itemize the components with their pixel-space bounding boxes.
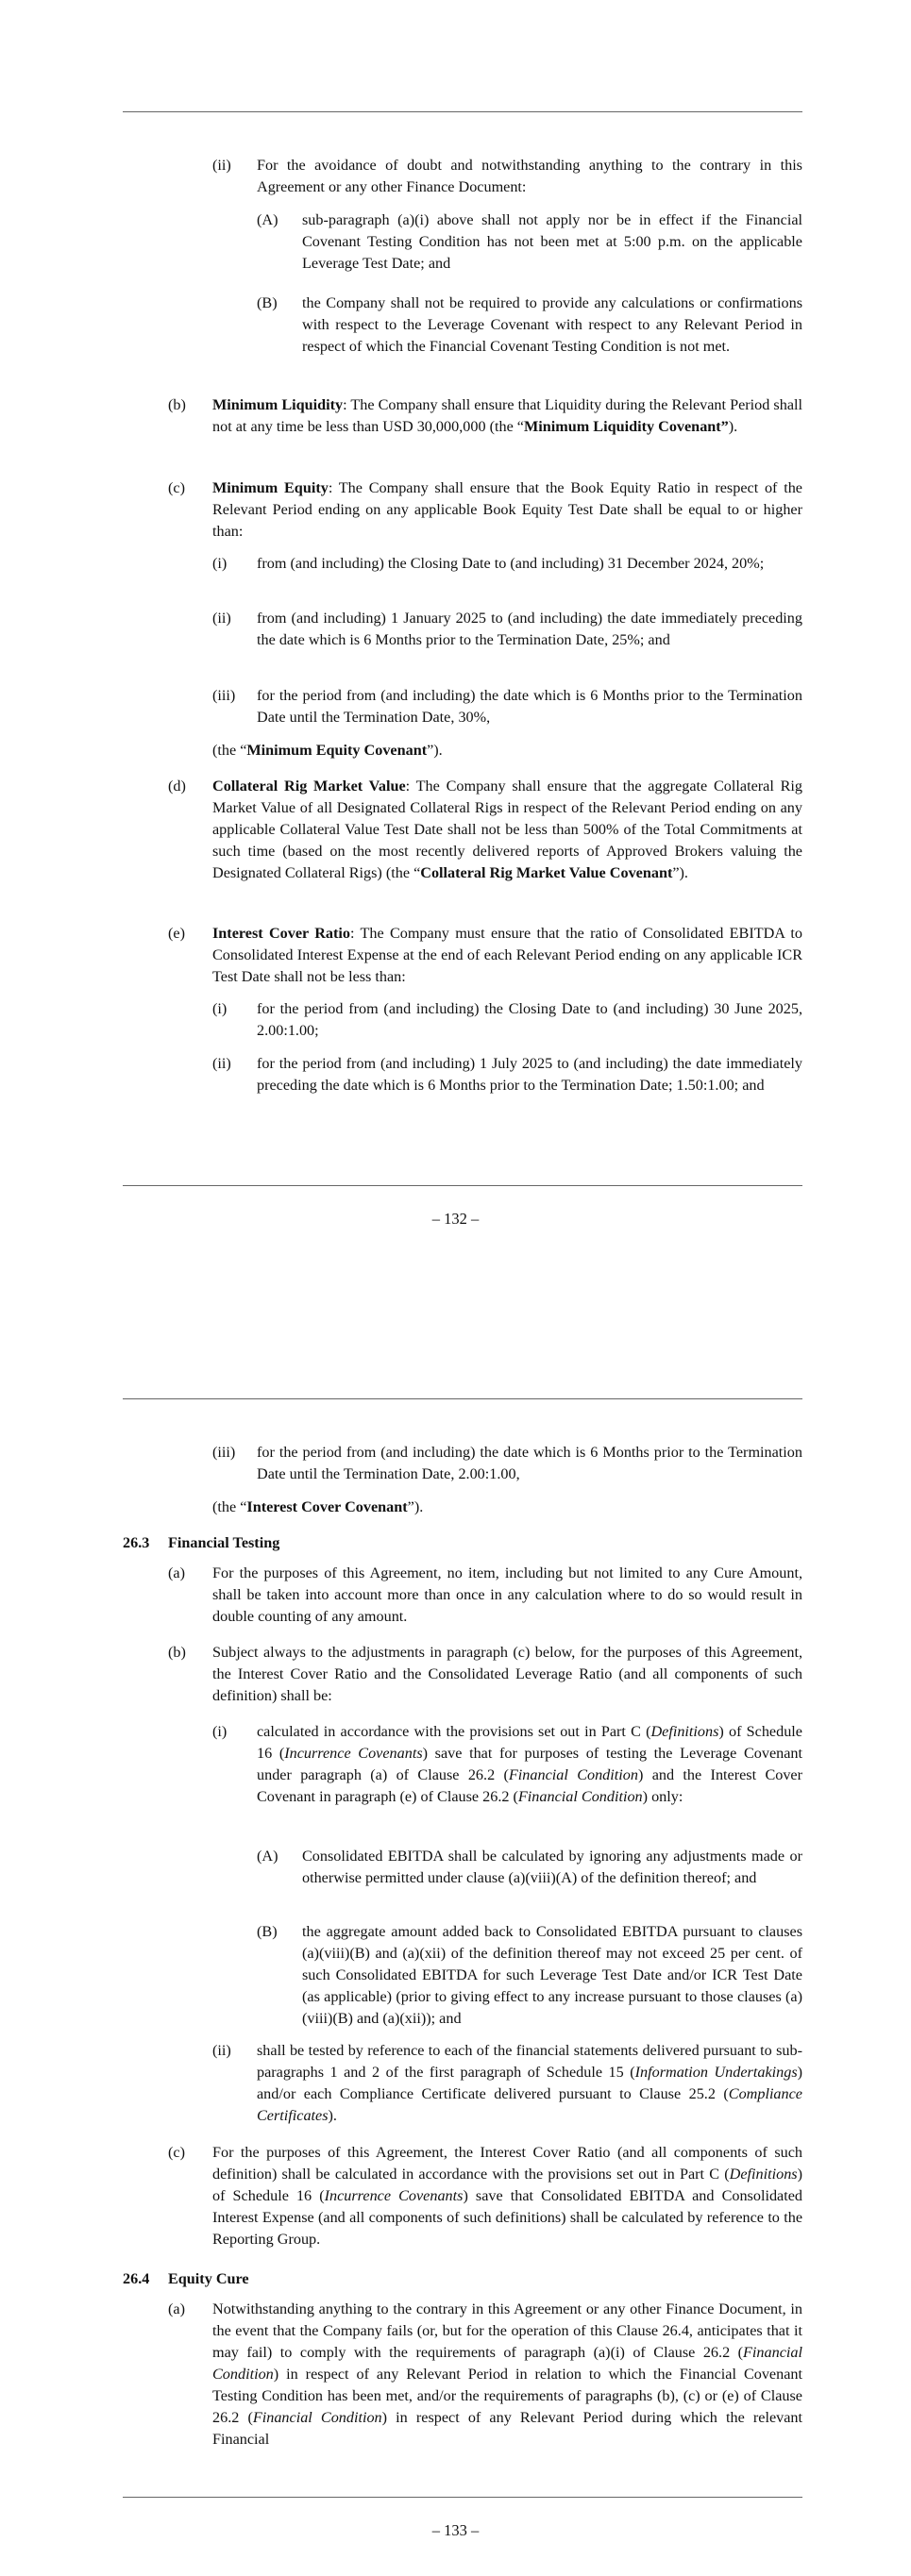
clause-263-b-text: Subject always to the adjustments in paragraph (c) below, for the purposes of this Agreement, the Interest Cover Ratio and the Consolidated Leverage Ratio (and all components of such definition) shall be:: [212, 1644, 802, 1704]
clause-b-title: Minimum Liquidity: [212, 396, 344, 413]
clause-c-text: Minimum Equity: The Company shall ensure that the Book Equity Ratio in respect of the Relevant Period ending on any applicable Book Equity Test Date shall be equal to or higher than:: [212, 479, 802, 540]
clause-c-ii-text: from (and including) 1 January 2025 to (and including) the date immediately preceding the date which is 6 Months prior to the Termination Date, 25%; and: [257, 610, 802, 648]
defined-term: Minimum Liquidity Covenant”: [524, 418, 729, 435]
clause-num: (iii): [212, 687, 236, 704]
section-number: 26.4: [123, 2270, 150, 2287]
clause-num: (B): [257, 1923, 278, 1940]
clause-263-b-i-text: calculated in accordance with the provisions set out in Part C (Definitions) of Schedule 16 (Incurrence Covenants) save that for purposes of testing the Leverage Covenant under paragraph (a) of Clause 26.2 (Financial Condition) and the Interest Cover Covenant in paragraph (e) of Clause 26.2 (Financial Condition) only:: [257, 1723, 803, 1805]
section-heading: Financial Testing: [168, 1534, 280, 1551]
clause-num: (b): [168, 396, 186, 413]
clause-num: (a): [168, 1564, 185, 1581]
clause-num: (i): [212, 1000, 228, 1017]
clause-263-a-text: For the purposes of this Agreement, no item, including but not limited to any Cure Amount, shall be taken into account more than once in any calculation where to do so would result in double counting of any amount.: [212, 1564, 802, 1625]
defined-term: Minimum Equity Covenant: [246, 742, 428, 759]
clause-a-ii-text: For the avoidance of doubt and notwithstanding anything to the contrary in this Agreement or any other Finance Document:: [257, 157, 802, 195]
clause-num: (d): [168, 778, 186, 795]
page-133: [0, 1378, 911, 2576]
bottom-rule: [123, 1185, 802, 1186]
clause-num: (A): [257, 211, 278, 228]
page-number: – 132 –: [431, 1210, 480, 1228]
clause-b-text: Minimum Liquidity: The Company shall ensure that Liquidity during the Relevant Period shall not at any time be less than USD 30,000,000 (the “Minimum Liquidity Covenant”).: [212, 396, 802, 435]
page-number: – 133 –: [431, 2521, 480, 2539]
clause-e-title: Interest Cover Ratio: [212, 925, 350, 942]
clause-c-i-text: from (and including) the Closing Date to (and including) 31 December 2024, 20%;: [257, 555, 765, 572]
defined-term: Collateral Rig Market Value Covenant: [420, 864, 673, 881]
clause-263-b-i-B-text: the aggregate amount added back to Consolidated EBITDA pursuant to clauses (a)(viii)(B) and (a)(xii) of the definition thereof may not exceed 25 per cent. of such Consolidated EBITDA for such Leverage Test Date and/or ICR Test Date (as applicable) (prior to giving effect to any increase pursuant to those clauses (a)(viii)(B) and (a)(xii)); and: [302, 1923, 802, 2027]
clause-d-text: Collateral Rig Market Value: The Company shall ensure that the aggregate Collateral Rig Market Value of all Designated Collateral Rigs in respect of the Relevant Period ending on any applicable Collateral Value Test Date shall not be less than 500% of the Total Commitments at such time (based on the most recently delivered reports of Approved Brokers valuing the Designated Collateral Rigs) (the “Collateral Rig Market Value Covenant”).: [212, 778, 802, 881]
clause-c-closing: (the “Minimum Equity Covenant”).: [212, 742, 443, 759]
clause-e-closing: (the “Interest Cover Covenant”).: [212, 1498, 424, 1515]
section-number: 26.3: [123, 1534, 150, 1551]
clause-d-title: Collateral Rig Market Value: [212, 778, 406, 795]
clause-e-iii-text: for the period from (and including) the date which is 6 Months prior to the Termination Date until the Termination Date, 2.00:1.00,: [257, 1444, 802, 1482]
clause-num: (B): [257, 294, 278, 311]
clause-num: (c): [168, 479, 185, 496]
clause-num: (ii): [212, 2042, 231, 2059]
bottom-rule: [123, 2497, 802, 2498]
clause-num: (i): [212, 1723, 228, 1740]
clause-e-text: Interest Cover Ratio: The Company must ensure that the ratio of Consolidated EBITDA to Consolidated Interest Expense at the end of each Relevant Period ending on any applicable ICR Test Date shall not be less than:: [212, 925, 802, 985]
clause-num: (b): [168, 1644, 186, 1661]
clause-263-c-text: For the purposes of this Agreement, the Interest Cover Ratio (and all components of such definition) shall be calculated in accordance with the provisions set out in Part C (Definitions) of Schedule 16 (Incurrence Covenants) save that Consolidated EBITDA and Consolidated Interest Expense (and all components of such definitions) shall be calculated by reference to the Reporting Group.: [212, 2144, 802, 2248]
clause-num: (c): [168, 2144, 185, 2161]
clause-263-b-i-A-text: Consolidated EBITDA shall be calculated by ignoring any adjustments made or otherwise permitted under clause (a)(viii)(A) of the definition thereof; and: [302, 1848, 802, 1886]
clause-num: (ii): [212, 610, 231, 627]
clause-num: (ii): [212, 157, 231, 174]
top-rule: [123, 111, 802, 112]
top-rule: [123, 1398, 802, 1399]
clause-num: (A): [257, 1848, 278, 1865]
clause-num: (i): [212, 555, 228, 572]
clause-a-ii-A-text: sub-paragraph (a)(i) above shall not apply nor be in effect if the Financial Covenant Testing Condition has not been met at 5:00 p.m. on the applicable Leverage Test Date; and: [302, 211, 802, 272]
clause-a-ii-B-text: the Company shall not be required to provide any calculations or confirmations with respect to the Leverage Covenant with respect to any Relevant Period in respect of which the Financial Covenant Testing Condition is not met.: [302, 294, 802, 355]
clause-num: (a): [168, 2300, 185, 2317]
clause-263-b-ii-text: shall be tested by reference to each of the financial statements delivered pursuant to sub-paragraphs 1 and 2 of the first paragraph of Schedule 15 (Information Undertakings) and/or each Compliance Certificate delivered pursuant to Clause 25.2 (Compliance Certificates).: [257, 2042, 803, 2124]
clause-264-a-text: Notwithstanding anything to the contrary in this Agreement or any other Finance Document, in the event that the Company fails (or, but for the operation of this Clause 26.4, anticipates that it may fail) to comply with the requirements of paragraph (a)(i) of Clause 26.2 (Financial Condition) in respect of any Relevant Period in relation to which the Financial Covenant Testing Condition has been met, and/or the requirements of paragraphs (b), (c) or (e) of Clause 26.2 (Financial Condition) in respect of any Relevant Period during which the relevant Financial: [212, 2300, 802, 2448]
clause-e-i-text: for the period from (and including) the Closing Date to (and including) 30 June 2025, 2.00:1.00;: [257, 1000, 802, 1039]
defined-term: Interest Cover Covenant: [246, 1498, 408, 1515]
clause-num: (e): [168, 925, 185, 942]
clause-num: (ii): [212, 1055, 231, 1072]
clause-num: (iii): [212, 1444, 236, 1461]
clause-c-iii-text: for the period from (and including) the date which is 6 Months prior to the Termination Date until the Termination Date, 30%,: [257, 687, 802, 726]
clause-e-ii-text: for the period from (and including) 1 July 2025 to (and including) the date immediately preceding the date which is 6 Months prior to the Termination Date; 1.50:1.00; and: [257, 1055, 802, 1094]
section-heading: Equity Cure: [168, 2270, 249, 2287]
page-132: [0, 0, 911, 1246]
clause-c-title: Minimum Equity: [212, 479, 329, 496]
